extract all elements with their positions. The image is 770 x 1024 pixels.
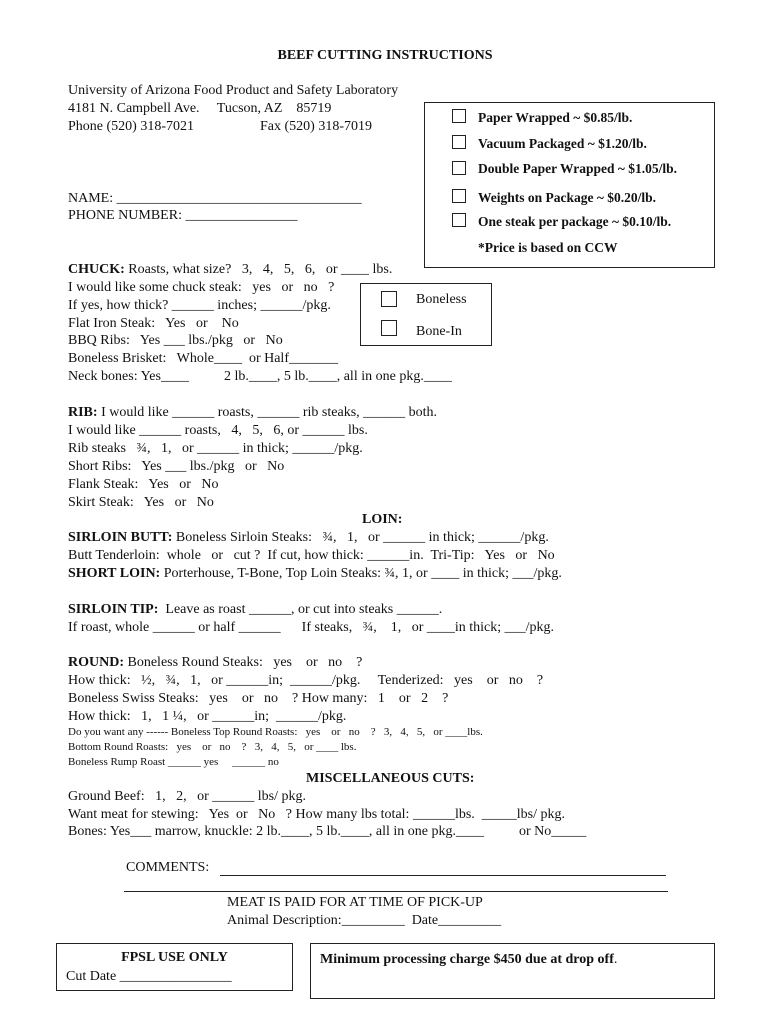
checkbox-one-steak-per-package[interactable]: [452, 213, 466, 227]
fpsl-title: FPSL USE ONLY: [121, 950, 228, 965]
chuck-roasts-text: Roasts, what size? 3, 4, 5, 6, or ____ lbs.: [124, 262, 393, 277]
stewing-line: Want meat for stewing: Yes or No ? How many lbs total: ______lbs. _____lbs/ pkg.: [68, 807, 566, 822]
loin-heading: LOIN:: [362, 512, 403, 527]
cut-date-field[interactable]: Cut Date ________________: [66, 969, 232, 984]
bones-line: Bones: Yes___ marrow, knuckle: 2 lb.____, 5 lb.____, all in one pkg.____ or No_____: [68, 824, 587, 839]
short-loin-text: Porterhouse, T-Bone, Top Loin Steaks: ¾, 1, or ____ in thick; ___/pkg.: [160, 566, 562, 581]
phone-number-field[interactable]: PHONE NUMBER: ________________: [68, 208, 298, 223]
short-ribs-line: Short Ribs: Yes ___ lbs./pkg or No: [68, 459, 285, 474]
option-weights-on-package: Weights on Package ~ $0.20/lb.: [478, 190, 657, 205]
rib-steaks-line: Rib steaks ¾, 1, or ______ in thick; ______/pkg.: [68, 441, 363, 456]
option-one-steak-per-package: One steak per package ~ $0.10/lb.: [478, 214, 672, 229]
flank-steak-line: Flank Steak: Yes or No: [68, 477, 219, 492]
comments-line-1[interactable]: [220, 875, 666, 876]
checkbox-boneless[interactable]: [381, 291, 397, 307]
comments-line-2[interactable]: [124, 891, 668, 892]
round-steaks-line: [68, 656, 362, 670]
comments-label: COMMENTS:: [126, 860, 210, 875]
skirt-steak-line: Skirt Steak: Yes or No: [68, 495, 214, 510]
name-field[interactable]: NAME: ___________________________________: [68, 191, 362, 206]
rump-roast-line: Boneless Rump Roast ______ yes ______ no: [68, 756, 279, 768]
option-bone-in: Bone-In: [416, 324, 462, 339]
flat-iron-line: Flat Iron Steak: Yes or No: [68, 316, 239, 331]
rib-first-line: [68, 406, 437, 420]
checkbox-double-paper-wrapped[interactable]: [452, 161, 466, 175]
minimum-charge-text: Minimum processing charge $450 due at drop off: [320, 952, 614, 967]
sirloin-butt-heading: SIRLOIN BUTT:: [68, 530, 173, 545]
sirloin-tip-heading: SIRLOIN TIP:: [68, 602, 159, 617]
butt-tenderloin-line: Butt Tenderloin: whole or cut ? If cut, how thick: ______in. Tri-Tip: Yes or No: [68, 548, 555, 563]
chuck-steak-line: I would like some chuck steak: yes or no ?: [68, 280, 335, 295]
sirloin-butt-text: Boneless Sirloin Steaks: ¾, 1, or ______ in thick; ______/pkg.: [172, 530, 549, 545]
org-fax: Fax (520) 318-7019: [260, 119, 372, 134]
org-phone: Phone (520) 318-7021: [68, 119, 194, 134]
rib-roasts-line: I would like ______ roasts, 4, 5, 6, or ______ lbs.: [68, 423, 368, 438]
org-address: 4181 N. Campbell Ave. Tucson, AZ 85719: [68, 101, 332, 116]
price-note: *Price is based on CCW: [478, 240, 618, 255]
checkbox-bone-in[interactable]: [381, 320, 397, 336]
round-thickness-line: How thick: ½, ¾, 1, or ______in; ______/pkg. Tenderized: yes or no ?: [68, 673, 544, 688]
chuck-thickness-line: If yes, how thick? ______ inches; ______/pkg.: [68, 298, 331, 313]
top-round-line: Do you want any ------ Boneless Top Round Roasts: yes or no ? 3, 4, 5, or ____lbs.: [68, 726, 483, 738]
neck-bones-line: Neck bones: Yes____ 2 lb.____, 5 lb.____, all in one pkg.____: [68, 369, 452, 384]
animal-description: Animal Description:_________ Date_________: [227, 913, 502, 928]
minimum-charge-line: [320, 953, 617, 967]
round-heading: ROUND:: [68, 655, 124, 670]
ground-beef-line: Ground Beef: 1, 2, or ______ lbs/ pkg.: [68, 789, 306, 804]
page-title: BEEF CUTTING INSTRUCTIONS: [277, 48, 493, 63]
payment-note: MEAT IS PAID FOR AT TIME OF PICK-UP: [227, 895, 483, 910]
sirloin-butt-line: [68, 531, 549, 545]
rib-heading: RIB:: [68, 405, 98, 420]
rib-first-text: I would like ______ roasts, ______ rib steaks, ______ both.: [97, 405, 438, 420]
sirloin-tip-roast-line: If roast, whole ______ or half ______ If steaks, ¾, 1, or ____in thick; ___/pkg.: [68, 620, 555, 635]
short-loin-heading: SHORT LOIN:: [68, 566, 161, 581]
option-paper-wrapped: Paper Wrapped ~ $0.85/lb.: [478, 110, 633, 125]
swiss-thickness-line: How thick: 1, 1 ¼, or ______in; ______/pkg.: [68, 709, 347, 724]
option-double-paper-wrapped: Double Paper Wrapped ~ $1.05/lb.: [478, 161, 678, 176]
checkbox-vacuum-packaged[interactable]: [452, 135, 466, 149]
round-steaks-text: Boneless Round Steaks: yes or no ?: [124, 655, 363, 670]
option-vacuum-packaged: Vacuum Packaged ~ $1.20/lb.: [478, 136, 647, 151]
bbq-ribs-line: BBQ Ribs: Yes ___ lbs./pkg or No: [68, 333, 283, 348]
chuck-roasts-line: [68, 263, 392, 277]
bottom-round-line: Bottom Round Roasts: yes or no ? 3, 4, 5, or ____ lbs.: [68, 741, 357, 753]
short-loin-line: [68, 567, 562, 581]
brisket-line: Boneless Brisket: Whole____ or Half_______: [68, 351, 338, 366]
chuck-heading: CHUCK:: [68, 262, 125, 277]
org-name: University of Arizona Food Product and Safety Laboratory: [68, 83, 399, 98]
sirloin-tip-line: [68, 603, 442, 617]
checkbox-weights-on-package[interactable]: [452, 189, 466, 203]
misc-heading: MISCELLANEOUS CUTS:: [306, 771, 475, 786]
sirloin-tip-text: Leave as roast ______, or cut into steaks ______.: [158, 602, 443, 617]
swiss-steaks-line: Boneless Swiss Steaks: yes or no ? How many: 1 or 2 ?: [68, 691, 449, 706]
option-boneless: Boneless: [416, 292, 467, 307]
checkbox-paper-wrapped[interactable]: [452, 109, 466, 123]
minimum-charge-period: .: [613, 952, 618, 967]
